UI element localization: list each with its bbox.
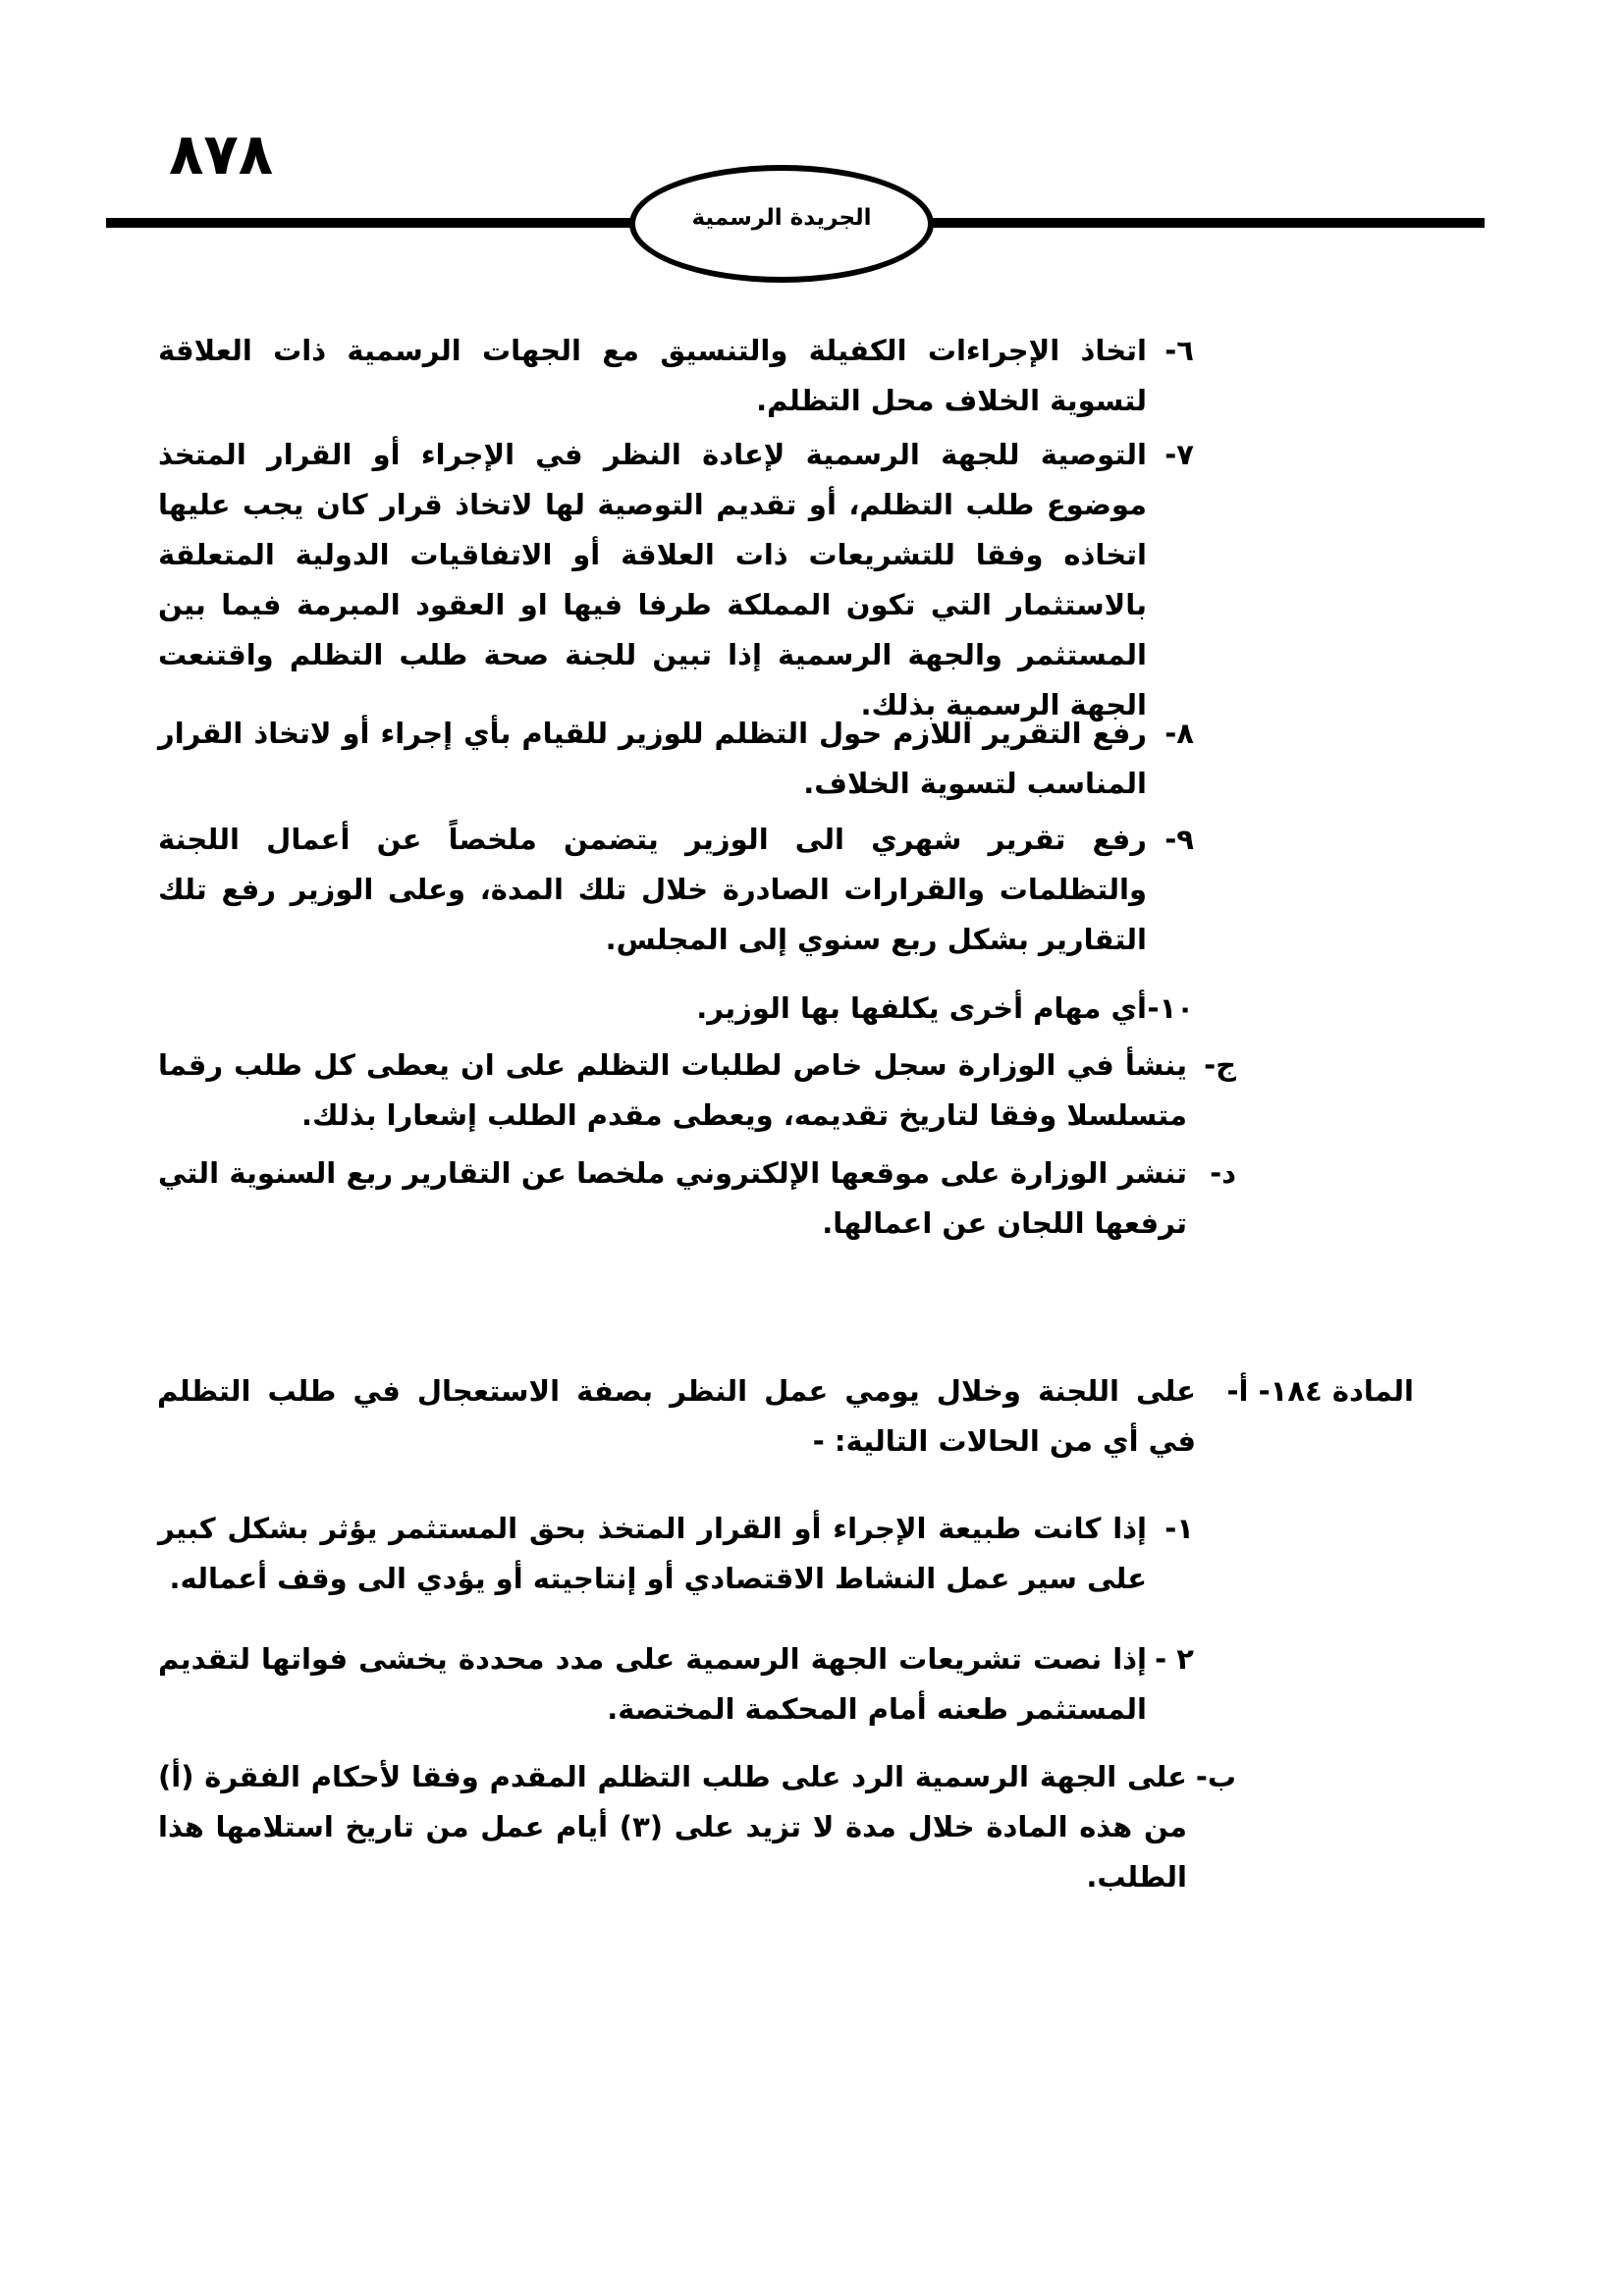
publication-title: الجريدة الرسمية	[691, 205, 872, 231]
paragraph-b	[158, 1752, 1236, 1902]
paragraph-marker: ب-	[1195, 1760, 1236, 1793]
page-number: ٨٧٨	[169, 121, 274, 187]
paragraph-text: على الجهة الرسمية الرد على طلب التظلم المقدم وفقا لأحكام الفقرة (أ) من هذه المادة خلال مدة لا تزيد على (٣) أيام عمل من تاريخ استلامها هذا الطلب.	[158, 1760, 1187, 1894]
list-item-text: اتخاذ الإجراءات الكفيلة والتنسيق مع الجهات الرسمية ذات العلاقة لتسوية الخلاف محل التظلم.	[158, 334, 1147, 417]
list-marker: ٩-	[1164, 823, 1194, 856]
list-marker: ٦-	[1164, 334, 1194, 367]
list-item-184-2	[158, 1634, 1194, 1735]
list-item-text: إذا نصت تشريعات الجهة الرسمية على مدد محددة يخشى فواتها لتقديم المستثمر طعنه أمام المحكمة المختصة.	[158, 1642, 1147, 1726]
list-marker: ٨-	[1164, 717, 1194, 750]
paragraph-d	[158, 1148, 1236, 1249]
article-number: المادة ١٨٤-	[1258, 1374, 1414, 1408]
list-marker: ١٠-	[1147, 991, 1194, 1025]
list-item-text: أي مهام أخرى يكلفها بها الوزير.	[696, 991, 1147, 1025]
article-label	[1226, 1366, 1414, 1416]
paragraph-text: تنشر الوزارة على موقعها الإلكتروني ملخصا عن التقارير ربع السنوية التي ترفعها اللجان عن اعمالها.	[158, 1156, 1187, 1240]
list-marker: ١-	[1164, 1512, 1194, 1545]
list-item-text: رفع تقرير شهري الى الوزير يتضمن ملخصاً عن أعمال اللجنة والتظلمات والقرارات الصادرة خلال تلك المدة، وعلى الوزير رفع تلك التقارير بشكل ربع سنوي إلى المجلس.	[158, 823, 1147, 956]
paragraph-text: ينشأ في الوزارة سجل خاص لطلبات التظلم على ان يعطى كل طلب رقما متسلسلا وفقا لتاريخ تقديمه، ويعطى مقدم الطلب إشعارا بذلك.	[158, 1048, 1187, 1132]
paragraph-marker: ج-	[1204, 1048, 1236, 1082]
list-item-6	[158, 326, 1194, 426]
list-item-text: رفع التقرير اللازم حول التظلم للوزير للقيام بأي إجراء أو لاتخاذ القرار المناسب لتسوية الخلاف.	[158, 717, 1147, 800]
list-item-text: التوصية للجهة الرسمية لإعادة النظر في الإجراء أو القرار المتخذ موضوع طلب التظلم، أو تقديم التوصية لها لاتخاذ قرار كان يجب عليها اتخاذه وفقا للتشريعات ذات العلاقة أو الاتفاقيات الدولية المتعلقة بالاستثمار التي تكون المملكة طرفا فيها او العقود المبرمة فيما بين المستثمر والجهة الرسمية إذا تبين للجنة صحة طلب التظلم واقتنعت الجهة الرسمية بذلك.	[158, 438, 1147, 721]
paragraph-j	[158, 1041, 1236, 1141]
list-marker: ٢ -	[1155, 1642, 1194, 1676]
list-item-10	[158, 984, 1194, 1034]
paragraph-marker: أ-	[1226, 1374, 1249, 1408]
list-item-text: إذا كانت طبيعة الإجراء أو القرار المتخذ بحق المستثمر يؤثر بشكل كبير على سير عمل النشاط الاقتصادي أو إنتاجيته أو يؤدي الى وقف أعماله.	[158, 1512, 1147, 1595]
article-first-cont: في أي من الحالات التالية: -	[812, 1424, 1196, 1458]
article-184	[157, 1366, 1414, 1467]
list-item-9	[158, 815, 1194, 965]
list-item-8	[158, 709, 1194, 809]
list-item-184-1	[158, 1504, 1194, 1604]
list-item-7	[158, 430, 1194, 730]
list-marker: ٧-	[1164, 438, 1194, 471]
article-first-line: على اللجنة وخلال يومي عمل النظر بصفة الاستعجال في طلب التظلم	[157, 1374, 1196, 1408]
paragraph-marker: د-	[1210, 1156, 1236, 1190]
